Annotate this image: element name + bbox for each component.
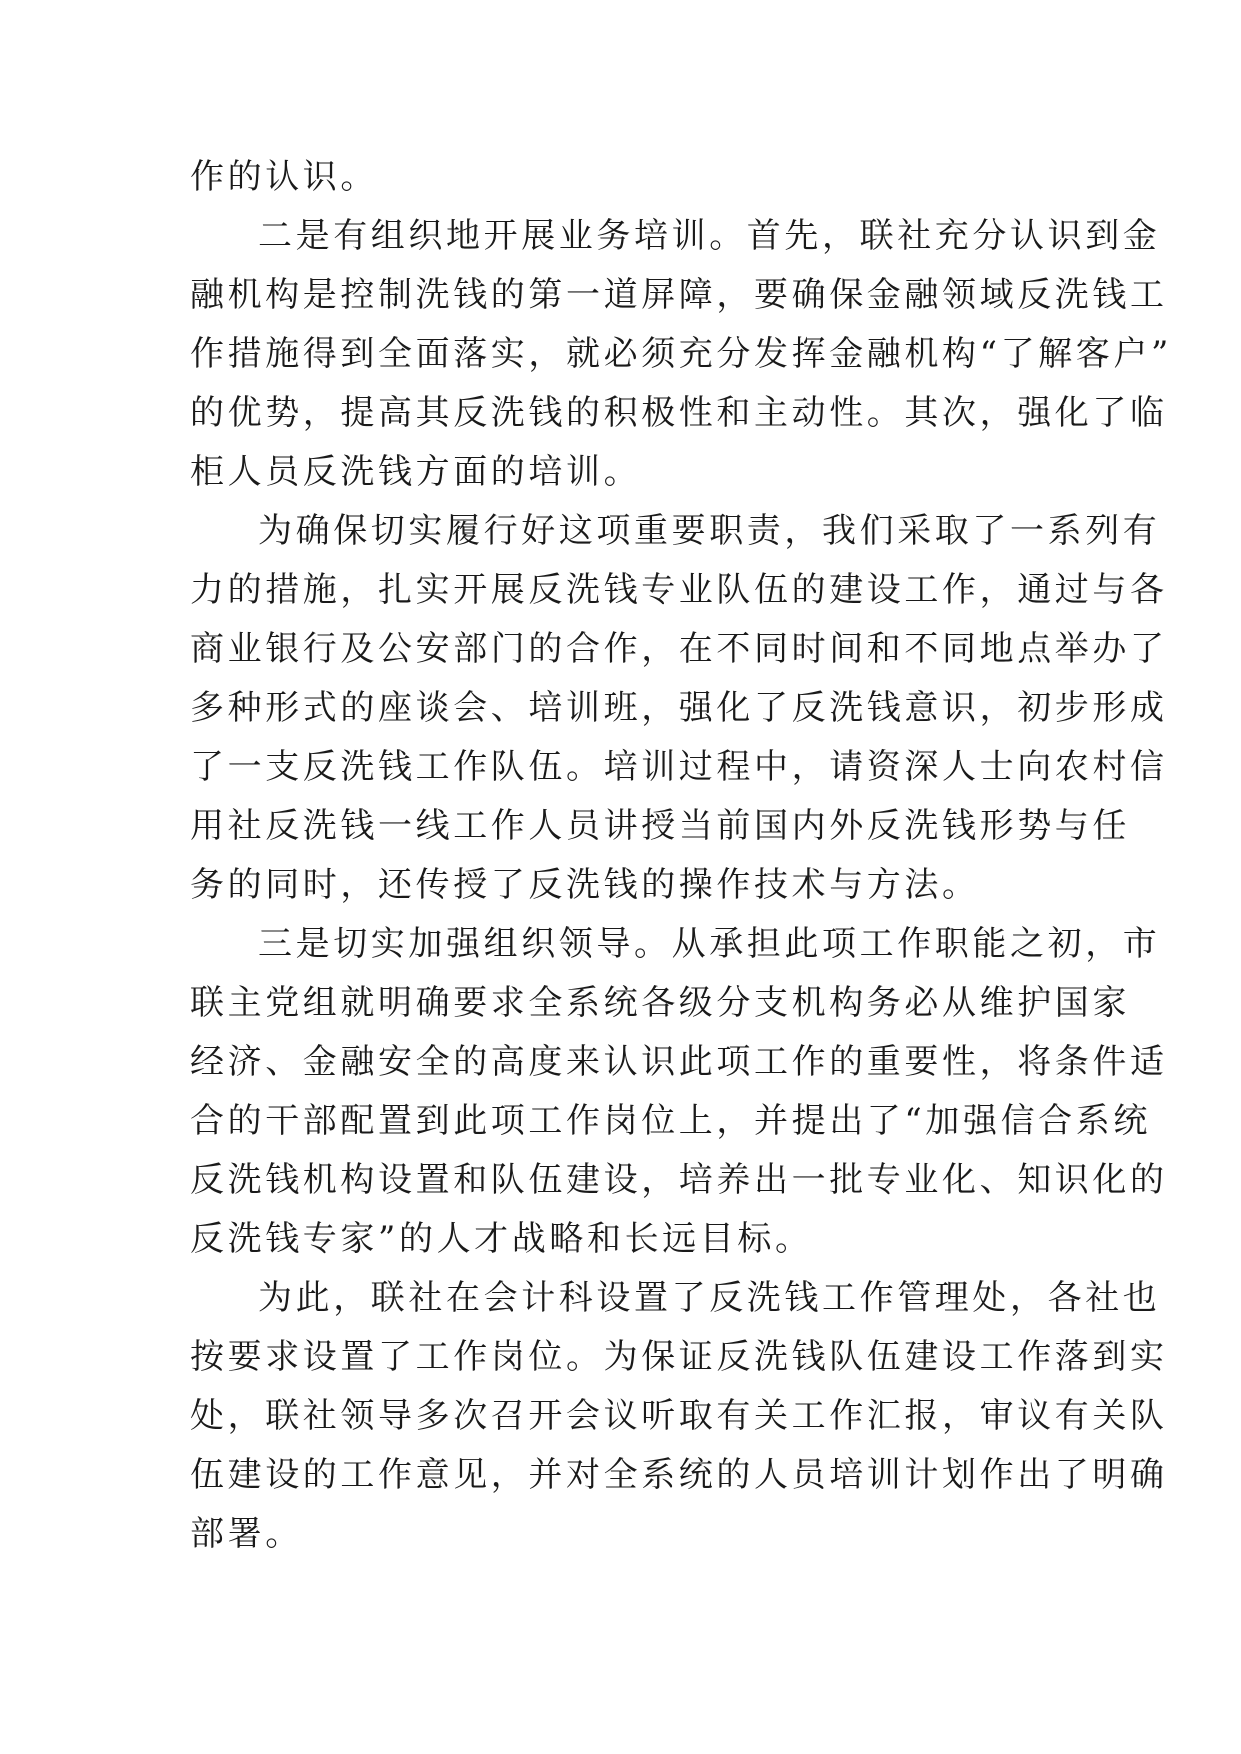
text-line: 部署。	[190, 1514, 303, 1554]
text-line: 商业银行及公安部门的合作，在不同时间和不同地点举办了	[190, 629, 1168, 669]
text-line: 作的认识。	[190, 157, 378, 197]
text-line: 融机构是控制洗钱的第一道屏障，要确保金融领域反洗钱工	[190, 275, 1168, 315]
text-line: 为确保切实履行好这项重要职责，我们采取了一系列有	[258, 511, 1161, 551]
text-line: 联主党组就明确要求全系统各级分支机构务必从维护国家	[190, 983, 1130, 1023]
text-line: 力的措施，扎实开展反洗钱专业队伍的建设工作，通过与各	[190, 570, 1168, 610]
text-line: 合的干部配置到此项工作岗位上，并提出了“加强信合系统	[190, 1101, 1151, 1141]
text-line: 作措施得到全面落实，就必须充分发挥金融机构“了解客户”	[190, 334, 1172, 374]
body-text	[190, 148, 1172, 1564]
text-line: 伍建设的工作意见，并对全系统的人员培训计划作出了明确	[190, 1455, 1168, 1495]
text-line: 经济、金融安全的高度来认识此项工作的重要性，将条件适	[190, 1042, 1168, 1082]
text-line: 反洗钱专家”的人才战略和长远目标。	[190, 1219, 813, 1259]
text-line: 反洗钱机构设置和队伍建设，培养出一批专业化、知识化的	[190, 1160, 1168, 1200]
text-line: 二是有组织地开展业务培训。首先，联社充分认识到金	[258, 216, 1161, 256]
text-line: 按要求设置了工作岗位。为保证反洗钱队伍建设工作落到实	[190, 1337, 1168, 1377]
text-line: 三是切实加强组织领导。从承担此项工作职能之初，市	[258, 924, 1161, 964]
text-line: 多种形式的座谈会、培训班，强化了反洗钱意识，初步形成	[190, 688, 1168, 728]
text-line: 了一支反洗钱工作队伍。培训过程中，请资深人士向农村信	[190, 747, 1168, 787]
text-line: 的优势，提高其反洗钱的积极性和主动性。其次，强化了临	[190, 393, 1168, 433]
text-line: 为此，联社在会计科设置了反洗钱工作管理处，各社也	[258, 1278, 1161, 1318]
text-line: 用社反洗钱一线工作人员讲授当前国内外反洗钱形势与任	[190, 806, 1130, 846]
text-line: 柜人员反洗钱方面的培训。	[190, 452, 642, 492]
text-line: 务的同时，还传授了反洗钱的操作技术与方法。	[190, 865, 980, 905]
text-line: 处，联社领导多次召开会议听取有关工作汇报，审议有关队	[190, 1396, 1168, 1436]
